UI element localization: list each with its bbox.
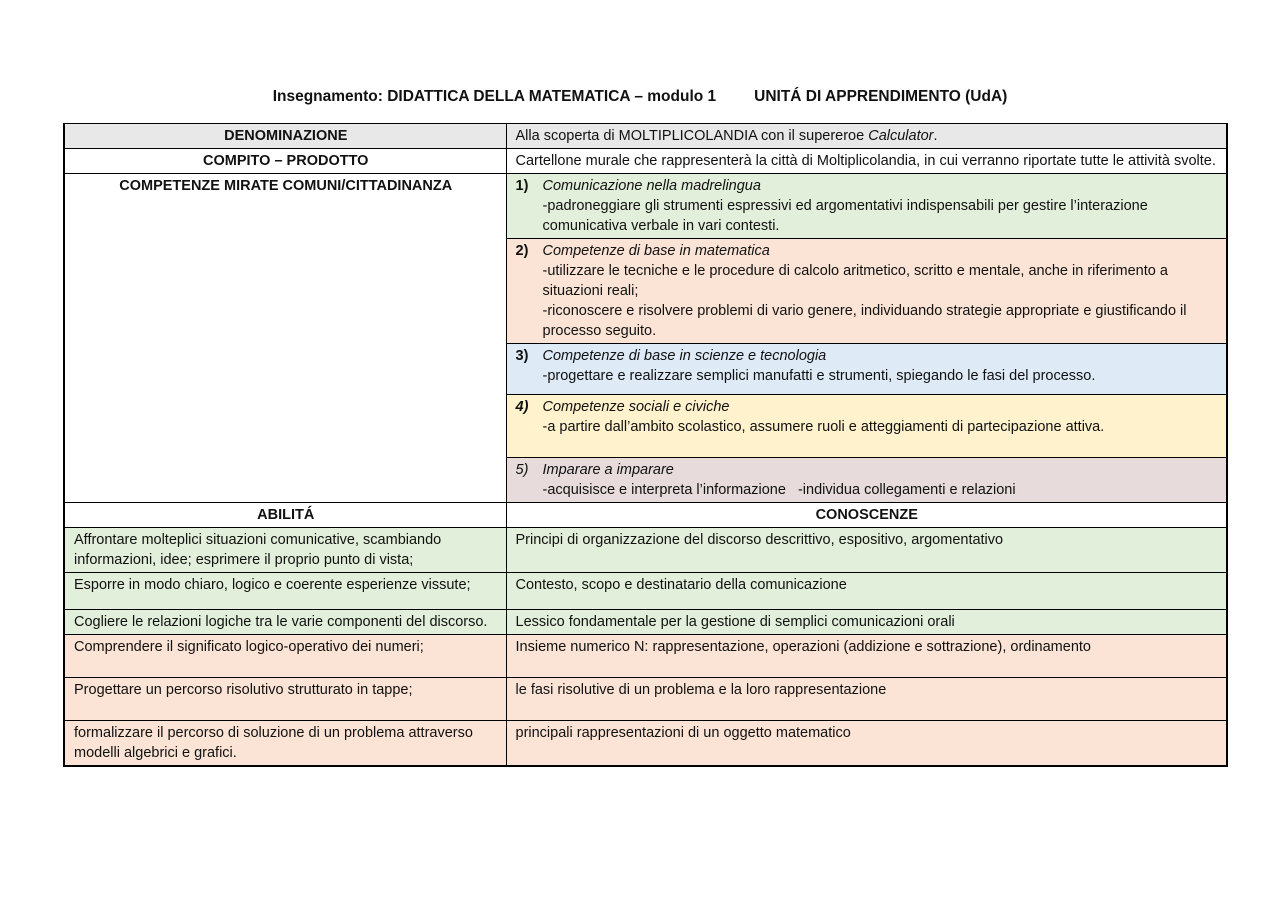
table-row bbox=[64, 678, 1227, 721]
table-row bbox=[64, 721, 1227, 767]
row-denominazione bbox=[64, 124, 1227, 149]
conoscenza-cell: Lessico fondamentale per la gestione di semplici comunicazioni orali bbox=[506, 610, 1227, 635]
competenza-1: 1) Comunicazione nella madrelingua -padroneggiare gli strumenti espressivi ed argomentativi indispensabili per gestire l’interazione comunicativa verbale in vari contesti. bbox=[506, 174, 1227, 239]
table-row bbox=[64, 573, 1227, 610]
label-competenze: COMPETENZE MIRATE COMUNI/CITTADINANZA bbox=[64, 174, 506, 503]
conoscenza-cell: Contesto, scopo e destinatario della comunicazione bbox=[506, 573, 1227, 610]
competenza-2: 2) Competenze di base in matematica -utilizzare le tecniche e le procedure di calcolo aritmetico, scritto e mentale, anche in riferimento a situazioni reali; -riconoscere e risolvere problemi di vario genere, individuando strategie appropriate e giustificando il processo seguito. bbox=[506, 239, 1227, 344]
row-headers bbox=[64, 503, 1227, 528]
header-conoscenze: CONOSCENZE bbox=[506, 503, 1227, 528]
value-denominazione: Alla scoperta di MOLTIPLICOLANDIA con il supereroe Calculator. bbox=[506, 124, 1227, 149]
conoscenza-cell: le fasi risolutive di un problema e la loro rappresentazione bbox=[506, 678, 1227, 721]
abilita-cell: Esporre in modo chiaro, logico e coerente esperienze vissute; bbox=[64, 573, 506, 610]
table-row bbox=[64, 528, 1227, 573]
conoscenza-cell: principali rappresentazioni di un oggetto matematico bbox=[506, 721, 1227, 767]
label-compito: COMPITO – PRODOTTO bbox=[64, 149, 506, 174]
header-teaching: Insegnamento: DIDATTICA DELLA MATEMATICA – modulo 1 bbox=[272, 88, 717, 105]
table-row bbox=[64, 610, 1227, 635]
conoscenza-cell: Principi di organizzazione del discorso descrittivo, espositivo, argomentativo bbox=[506, 528, 1227, 573]
abilita-cell: Progettare un percorso risolutivo strutturato in tappe; bbox=[64, 678, 506, 721]
conoscenza-cell: Insieme numerico N: rappresentazione, operazioni (addizione e sottrazione), ordinamento bbox=[506, 635, 1227, 678]
abilita-cell: formalizzare il percorso di soluzione di un problema attraverso modelli algebrici e grafici. bbox=[64, 721, 506, 767]
header-uda: UNITÁ DI APPRENDIMENTO (UdA) bbox=[754, 88, 1008, 105]
label-denominazione: DENOMINAZIONE bbox=[64, 124, 506, 149]
table-row bbox=[64, 635, 1227, 678]
abilita-cell: Comprendere il significato logico-operativo dei numeri; bbox=[64, 635, 506, 678]
abilita-cell: Cogliere le relazioni logiche tra le varie componenti del discorso. bbox=[64, 610, 506, 635]
header-abilita: ABILITÁ bbox=[64, 503, 506, 528]
uda-table bbox=[63, 123, 1228, 767]
competenza-5: 5) Imparare a imparare -acquisisce e interpreta l’informazione -individua collegamenti e relazioni bbox=[506, 458, 1227, 503]
competenza-4: 4) Competenze sociali e civiche -a partire dall’ambito scolastico, assumere ruoli e atteggiamenti di partecipazione attiva. bbox=[506, 395, 1227, 458]
row-competenza-1 bbox=[64, 174, 1227, 239]
abilita-cell: Affrontare molteplici situazioni comunicative, scambiando informazioni, idee; esprimere il proprio punto di vista; bbox=[64, 528, 506, 573]
value-compito: Cartellone murale che rappresenterà la città di Moltiplicolandia, in cui verranno riportate tutte le attività svolte. bbox=[506, 149, 1227, 174]
page-title bbox=[0, 88, 1280, 106]
competenza-3: 3) Competenze di base in scienze e tecnologia -progettare e realizzare semplici manufatti e strumenti, spiegando le fasi del processo. bbox=[506, 344, 1227, 395]
row-compito bbox=[64, 149, 1227, 174]
